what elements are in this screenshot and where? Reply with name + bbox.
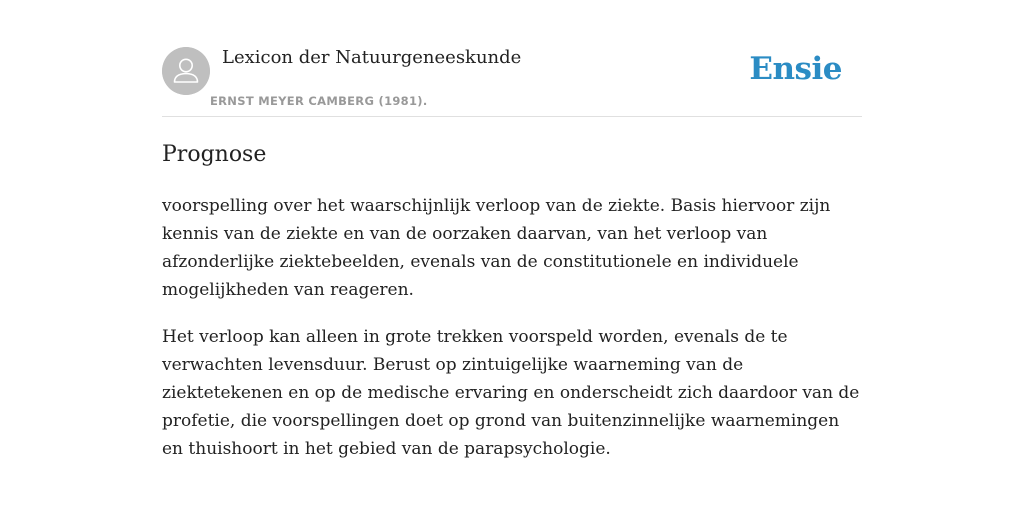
ensie-logo[interactable]: Ensie [749, 51, 842, 87]
entry-card [162, 0, 862, 459]
user-silhouette-icon[interactable] [162, 47, 210, 95]
book-title[interactable]: Lexicon der Natuurgeneeskunde [222, 47, 522, 68]
author-credit: ERNST MEYER CAMBERG (1981). [210, 94, 428, 108]
entry-title: Prognose [162, 142, 267, 167]
entry-paragraph-1: voorspelling over het waarschijnlijk verloop van de ziekte. Basis hiervoor zijn kennis van de ziekte en van de oorzaken daarvan, van het verloop van afzonderlijke ziektebeelden, evenals van de constitutionele en individuele mogelijkheden van reageren. [162, 196, 831, 300]
entry-paragraph-2: Het verloop kan alleen in grote trekken voorspeld worden, evenals de te verwachten levensduur. Berust op zintuigelijke waarneming van de ziektetekenen en op de medische ervaring en onderscheidt zich daardoor van de profetie, die voorspellingen doet op grond van buitenzinnelijke waarnemingen en thuishoort in het gebied van de parapsychologie. [162, 327, 860, 459]
entry-header [162, 0, 862, 117]
